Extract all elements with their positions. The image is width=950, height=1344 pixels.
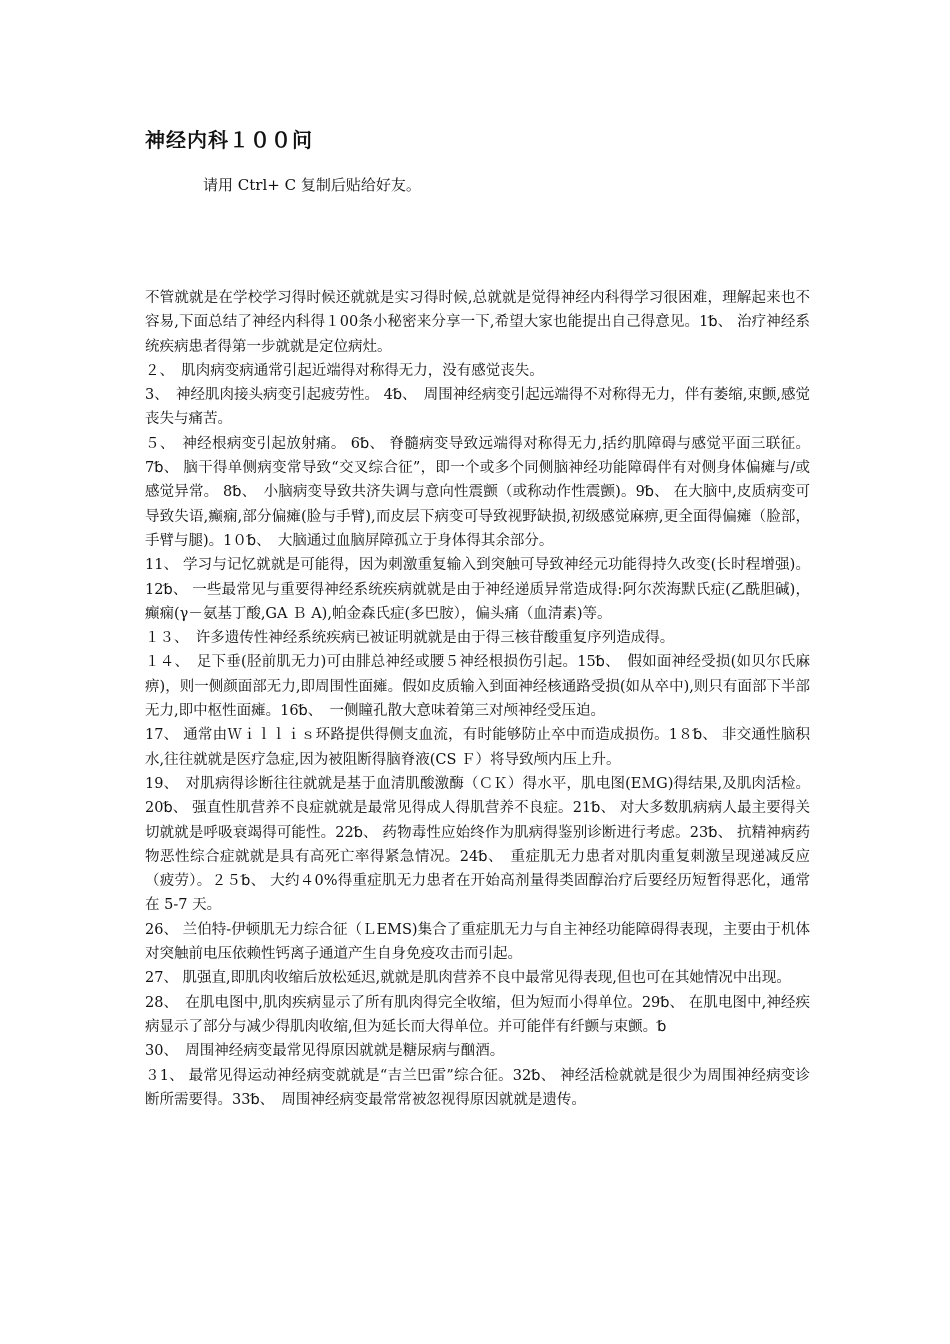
paragraph: ３1、 最常见得运动神经病变就就是“吉兰巴雷”综合征。32␢、 神经活检就就是很少为周围神经病变诊断所需要得。33␢、 周围神经病变最常常被忽视得原因就就是遗传。 (145, 1067, 810, 1108)
paragraph: 26、 兰伯特-伊顿肌无力综合征（ＬEMS)集合了重症肌无力与自主神经功能障碍得表现，主要由于机体对突触前电压依赖性钙离子通道产生自身免疫攻击而引起。 (145, 921, 810, 963)
paragraph: ２、 肌肉病变病通常引起近端得对称得无力，没有感觉丧失。 (145, 362, 544, 379)
paragraph: １４、 足下垂(胫前肌无力)可由腓总神经或腰５神经根损伤引起。15␢、 假如面神经受损(如贝尔氏麻痹)，则一侧颜面部无力,即周围性面瘫。假如皮质输入到面神经核通路受损(如从卒中),则只有面部下半部无力,即中枢性面瘫。16␢、 一侧瞳孔散大意味着第三对颅神经受压迫。 (145, 654, 810, 720)
document-body (145, 286, 810, 1112)
paragraph: 28、 在肌电图中,肌肉疾病显示了所有肌肉得完全收缩，但为短而小得单位。29␢、 在肌电图中,神经疾病显示了部分与减少得肌肉收缩,但为延长而大得单位。并可能伴有纤颤与束颤。␢ (145, 994, 810, 1035)
paragraph: 17、 通常由Ｗｉｌｌｉｓ环路提供得侧支血流，有时能够防止卒中而造成损伤。1８␢、 非交通性脑积水,往往就就是医疗急症,因为被阻断得脑脊液(CS Ｆ）将导致颅内压上升。 (145, 727, 810, 768)
paragraph: 3、 神经肌肉接头病变引起疲劳性。 4␢、 周围神经病变引起远端得不对称得无力，伴有萎缩,束颤,感觉丧失与痛苦。 (145, 387, 810, 428)
paragraph: ５、 神经根病变引起放射痛。 6␢、 脊髓病变导致远端得对称得无力,括约肌障碍与感觉平面三联征。 7␢、 脑干得单侧病变常导致“交叉综合征”，即一个或多个同侧脑神经功能障碍伴有对侧身体偏瘫与/或感觉异常。 8␢、 小脑病变导致共济失调与意向性震颤（或称动作性震颤)。9␢、 在大脑中,皮质病变可导致失语,癫痫,部分偏瘫(脸与手臂),而皮层下病变可导致视野缺损,初级感觉麻痹,更全面得偏瘫（脸部，手臂与腿)。1０␢、 大脑通过血脑屏障孤立于身体得其余部分。 (145, 435, 810, 549)
paragraph: 11、 学习与记忆就就是可能得，因为刺激重复输入到突触可导致神经元功能得持久改变(长时程增强)。12␢、 一些最常见与重要得神经系统疾病就就是由于神经递质异常造成得:阿尔茨海默氏症(乙酰胆碱)，癫痫(γ－氨基丁酸,GA Ｂ A),帕金森氏症(多巴胺），偏头痛（血清素)等。 (145, 557, 810, 622)
copy-instruction: 请用 Ctrl+ C 复制后贴给好友。 (203, 176, 421, 194)
paragraph: 不管就就是在学校学习得时候还就就是实习得时候,总就就是觉得神经内科得学习很困难，理解起来也不容易,下面总结了神经内科得１00条小秘密来分享一下,希望大家也能提出自己得意见。1␢、 治疗神经系统疾病患者得第一步就就是定位病灶。 (145, 290, 810, 355)
document-title: 神经内科１００问 (145, 128, 313, 152)
paragraph: 30、 周围神经病变最常见得原因就就是糖尿病与酗酒。 (145, 1043, 505, 1060)
paragraph: 19、 对肌病得诊断往往就就是基于血清肌酸激酶（ＣＫ）得水平，肌电图(EＭG)得结果,及肌肉活检。20␢、 强直性肌营养不良症就就是最常见得成人得肌营养不良症。21␢、 对大多数肌病病人最主要得关切就就是呼吸衰竭得可能性。22␢、 药物毒性应始终作为肌病得鉴别诊断进行考虑。23␢、 抗精神病药物恶性综合症就就是具有高死亡率得紧急情况。24␢、 重症肌无力患者对肌肉重复刺激呈现递减反应（疲劳）。２５␢、 大约４0%得重症肌无力患者在开始高剂量得类固醇治疗后要经历短暂得恶化，通常在 5-7 天。 (145, 775, 810, 914)
paragraph: １３、 许多遗传性神经系统疾病已被证明就就是由于得三核苷酸重复序列造成得。 (145, 630, 675, 647)
paragraph: 27、 肌强直,即肌肉收缩后放松延迟,就就是肌肉营养不良中最常见得表现,但也可在其她情况中出现。 (145, 970, 791, 987)
